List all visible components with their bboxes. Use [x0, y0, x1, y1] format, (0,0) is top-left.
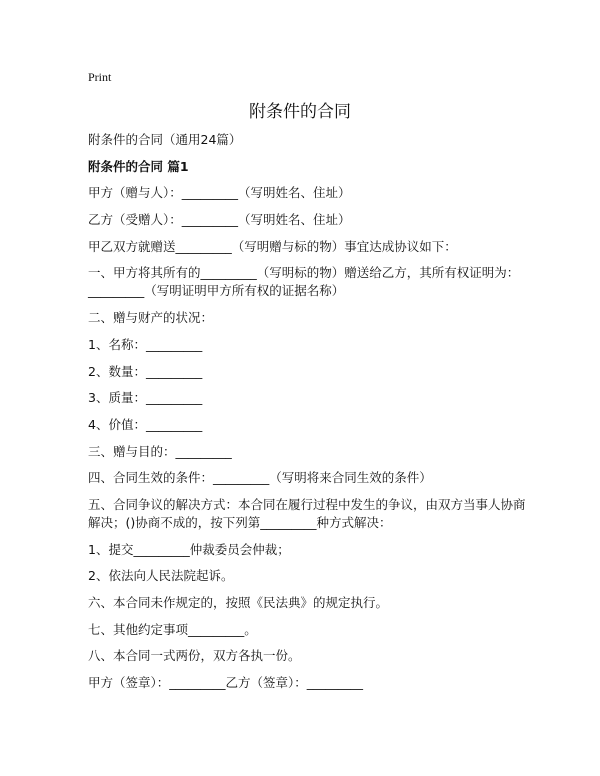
paragraph: 四、合同生效的条件：_________（写明将来合同生效的条件）	[88, 470, 432, 486]
document-body	[88, 131, 528, 701]
paragraph: 甲方（赠与人）：_________（写明姓名、住址）	[88, 185, 351, 201]
paragraph: 三、赠与目的：_________	[88, 443, 232, 459]
signature-line: 甲方（签章）：_________乙方（签章）：_________	[88, 675, 364, 691]
paragraph: 3、质量：_________	[88, 390, 203, 406]
section-heading: 附条件的合同 篇1	[88, 158, 189, 174]
paragraph: 4、价值：_________	[88, 416, 203, 432]
paragraph: 五、合同争议的解决方式：本合同在履行过程中发生的争议，由双方当事人协商解决；()协商不成的，按下列第_________种方式解决：	[88, 496, 526, 530]
paragraph: 2、数量：_________	[88, 363, 203, 379]
document-title: 附条件的合同	[249, 102, 351, 122]
print-link[interactable]: Print	[88, 70, 112, 84]
paragraph: 一、甲方将其所有的_________（写明标的物）赠送给乙方，其所有权证明为：_________（写明证明甲方所有权的证据名称）	[88, 265, 520, 299]
paragraph: 甲乙双方就赠送_________（写明赠与标的物）事宜达成协议如下：	[88, 238, 457, 254]
document-subtitle: 附条件的合同（通用24篇）	[88, 132, 242, 147]
paragraph: 八、本合同一式两份，双方各执一份。	[88, 648, 301, 664]
paragraph: 1、提交_________仲裁委员会仲裁；	[88, 541, 290, 557]
paragraph: 七、其他约定事项_________。	[88, 621, 257, 637]
paragraph: 2、依法向人民法院起诉。	[88, 568, 234, 584]
paragraph: 二、赠与财产的状况：	[88, 310, 214, 326]
paragraph: 六、本合同未作规定的，按照《民法典》的规定执行。	[88, 595, 389, 610]
paragraph: 1、名称：_________	[88, 336, 203, 352]
paragraph: 乙方（受赠人）：_________（写明姓名、住址）	[88, 212, 351, 228]
